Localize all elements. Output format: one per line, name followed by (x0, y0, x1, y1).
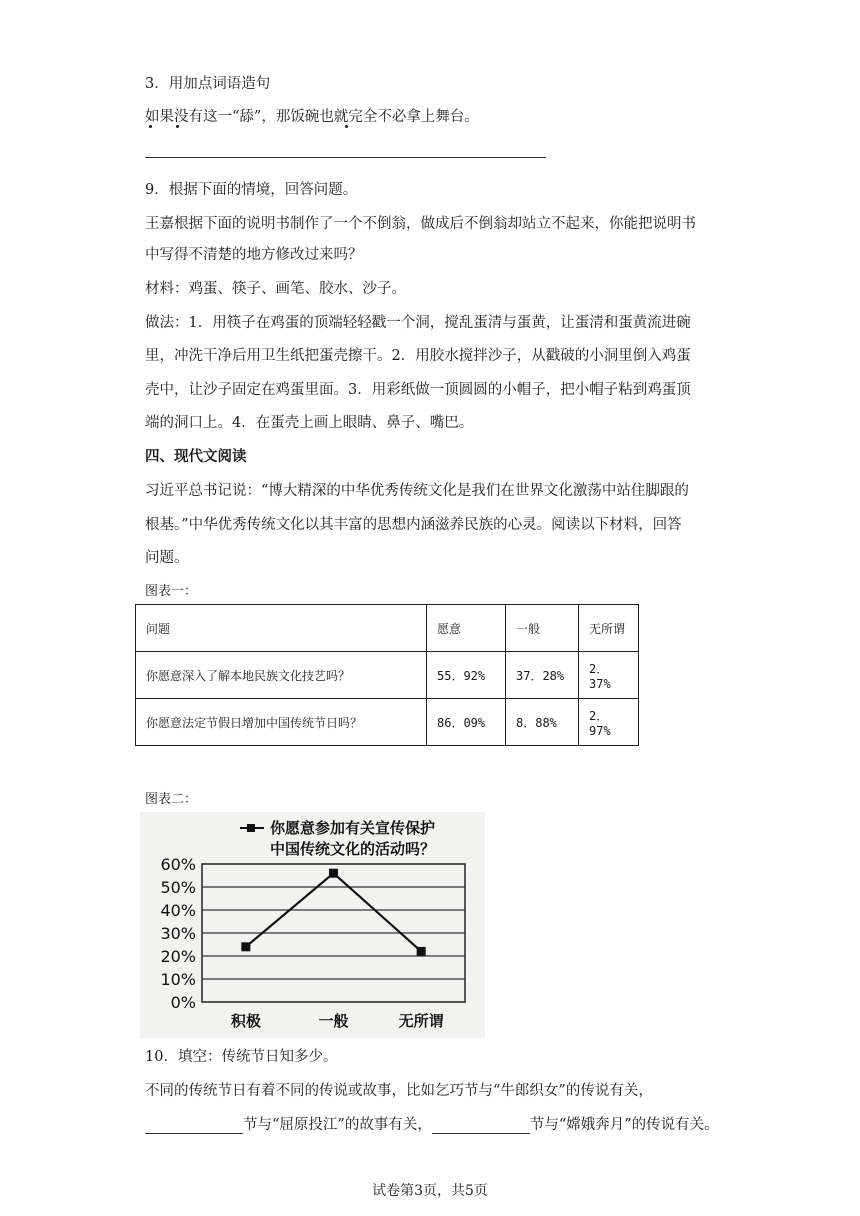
y-tick-label: 40% (160, 901, 196, 920)
table-cell: 2．37% (579, 652, 639, 699)
y-tick-label: 50% (160, 878, 196, 897)
x-tick-label: 无所谓 (398, 1012, 444, 1030)
y-tick-label: 20% (160, 947, 196, 966)
line-chart (140, 812, 485, 1038)
emphasis-dot (345, 125, 348, 128)
section-4-para-1: 习近平总书记说：“博大精深的中华优秀传统文化是我们在世界文化激荡中站住脚跟的 (145, 483, 689, 499)
q9-materials: 材料：鸡蛋、筷子、画笔、胶水、沙子。 (145, 281, 406, 297)
table-cell: 8．88% (506, 699, 579, 746)
q10-heading: 10．填空：传统节日知多少。 (145, 1049, 338, 1065)
y-tick-label: 30% (160, 924, 196, 943)
fill-blank-a[interactable] (145, 1119, 243, 1134)
q10-line-1: 不同的传统节日有着不同的传说或故事，比如乞巧节与“牛郎织女”的传说有关， (145, 1083, 653, 1099)
table-cell: 37．28% (506, 652, 579, 699)
data-point (329, 869, 338, 878)
answer-line (145, 157, 546, 158)
table-row (136, 699, 639, 746)
table-header: 无所谓 (579, 605, 639, 652)
line-chart-svg (140, 812, 485, 1038)
q8-3-sentence: 如果没有这一“舔”，那饭碗也就完全不必拿上舞台。 (145, 109, 479, 125)
q10-fill-a-suffix: 节与“屈原投江”的故事有关， (243, 1117, 432, 1133)
chart2-label: 图表二： (145, 792, 198, 807)
survey-table (135, 604, 639, 746)
section-4-para-3: 问题。 (145, 550, 189, 566)
q9-method-2: 里，冲洗干净后用卫生纸把蛋壳擦干。2．用胶水搅拌沙子，从戳破的小洞里倒入鸡蛋 (145, 348, 691, 364)
page-footer: 试卷第3页，共5页 (372, 1183, 488, 1199)
legend-text-2: 中国传统文化的活动吗？ (270, 840, 436, 858)
table-cell: 86．09% (427, 699, 506, 746)
series-line (246, 873, 421, 951)
q8-3-heading: 3．用加点词语造句 (145, 76, 271, 92)
table-header: 一般 (506, 605, 579, 652)
q9-heading: 9．根据下面的情境，回答问题。 (145, 182, 358, 198)
table-header: 问题 (136, 605, 427, 652)
legend-marker (247, 824, 255, 832)
data-point (241, 942, 250, 951)
table-cell: 2．97% (579, 699, 639, 746)
fill-blank-b[interactable] (432, 1119, 530, 1134)
table-cell: 你愿意深入了解本地民族文化技艺吗？ (136, 652, 427, 699)
q9-intro-2: 中写得不清楚的地方修改过来吗？ (145, 247, 363, 263)
table-header: 愿意 (427, 605, 506, 652)
section-4-heading: 四、现代文阅读 (145, 448, 247, 465)
y-tick-label: 10% (160, 970, 196, 989)
table-cell: 你愿意法定节假日增加中国传统节日吗？ (136, 699, 427, 746)
q9-method-1: 做法：1．用筷子在鸡蛋的顶端轻轻戳一个洞，搅乱蛋清与蛋黄，让蛋清和蛋黄流进碗 (145, 315, 691, 331)
table-cell: 55．92% (427, 652, 506, 699)
q10-line-2 (145, 1113, 719, 1134)
emphasis-dot (176, 125, 179, 128)
emphasis-dot (149, 125, 152, 128)
section-4-para-2: 根基。”中华优秀传统文化以其丰富的思想内涵滋养民族的心灵。阅读以下材料，回答 (145, 517, 682, 533)
q9-method-4: 端的洞口上。4．在蛋壳上画上眼睛、鼻子、嘴巴。 (145, 415, 474, 431)
q10-fill-b-suffix: 节与“嫦娥奔月”的传说有关。 (529, 1117, 719, 1133)
legend-text-1: 你愿意参加有关宣传保护 (270, 819, 436, 837)
table-header-row (136, 605, 639, 652)
data-point (417, 947, 426, 956)
q9-method-3: 壳中，让沙子固定在鸡蛋里面。3．用彩纸做一顶圆圆的小帽子，把小帽子粘到鸡蛋顶 (145, 382, 691, 398)
chart1-label: 图表一： (145, 584, 198, 599)
x-tick-label: 积极 (230, 1012, 261, 1030)
table-row (136, 652, 639, 699)
x-tick-label: 一般 (318, 1012, 349, 1030)
q9-intro-1: 王嘉根据下面的说明书制作了一个不倒翁，做成后不倒翁却站立不起来，你能把说明书 (145, 216, 696, 232)
y-tick-label: 0% (170, 993, 196, 1012)
y-tick-label: 60% (160, 855, 196, 874)
